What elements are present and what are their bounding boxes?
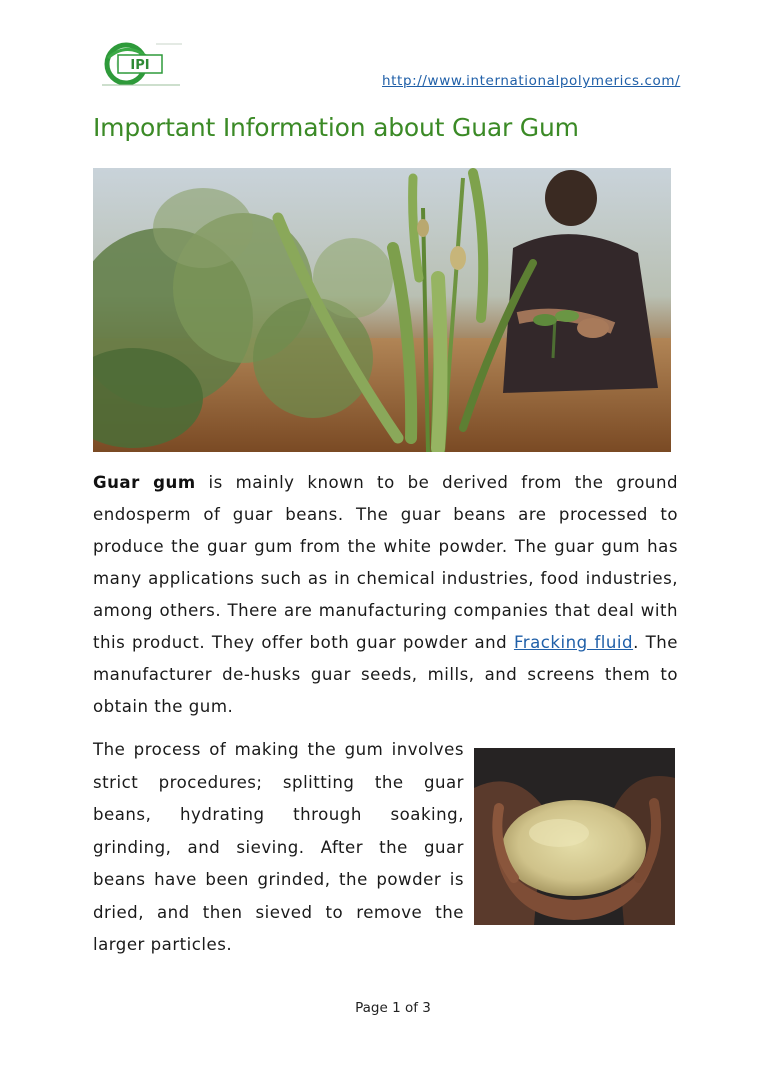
guar-gum-term: Guar gum <box>93 473 196 492</box>
guar-powder-hands-photo <box>474 748 675 925</box>
fracking-fluid-link[interactable]: Fracking fluid <box>513 633 634 652</box>
intro-text-part-a: is mainly known to be derived from the ground endosperm of guar beans. The guar beans are processed to produce the guar gum from the white powder. The guar gum has many applications such as in chemical industries, food industries, among others. There are manufacturing companies that deal with this product. They offer both guar powder and <box>93 473 678 652</box>
logo-text: IPI <box>130 58 150 73</box>
process-paragraph: The process of making the gum involves strict procedures; splitting the guar beans, hydrating through soaking, grinding, and sieving. After the guar beans have been grinded, the powder is dried, and then sieved to remove the larger particles. <box>93 740 464 954</box>
page-number: Page 1 of 3 <box>355 1000 431 1016</box>
guar-field-photo <box>93 168 671 452</box>
page-title: Important Information about Guar Gum <box>93 113 579 142</box>
intro-paragraph <box>93 467 678 723</box>
ipi-logo <box>96 38 188 90</box>
intro-text-part-b: . The manufacturer de-husks guar seeds, mills, and screens them to obtain the gum. <box>93 633 678 716</box>
website-link[interactable]: http://www.internationalpolymerics.com/ <box>382 73 681 89</box>
